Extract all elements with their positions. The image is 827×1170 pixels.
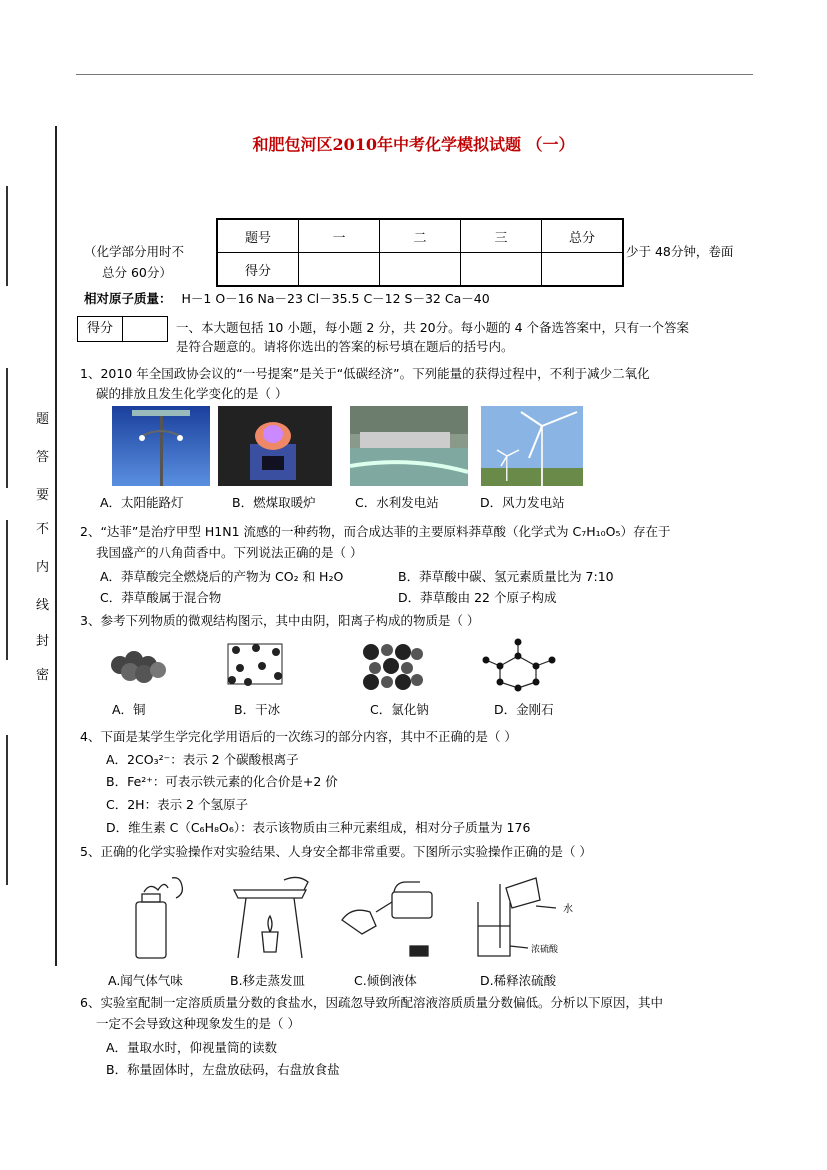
side-label: 不 [36, 522, 50, 537]
table-cell: 一 [299, 219, 380, 253]
option-label: A．铜 [112, 702, 146, 717]
question-text: 5、正确的化学实验操作对实验结果、人身安全都非常重要。下图所示实验操作正确的是（ ） [80, 844, 592, 859]
option-label: A．莽草酸完全燃烧后的产物为 CO₂ 和 H₂O [100, 569, 344, 584]
acid-label: 浓硫酸 [531, 945, 559, 955]
evaporating-dish-image [226, 872, 322, 962]
score-entry[interactable] [380, 253, 461, 287]
side-label: 封 [36, 634, 50, 649]
binding-line [6, 186, 8, 286]
option-label: D．风力发电站 [480, 495, 565, 510]
side-label: 答 [36, 450, 50, 465]
option-label: B.移走蒸发皿 [230, 973, 306, 988]
option-label: A．太阳能路灯 [100, 495, 184, 510]
side-label: 线 [36, 598, 50, 613]
time-note-right: 少于 48分钟，卷面 [626, 244, 734, 259]
score-note: 总分 60分） [102, 265, 172, 280]
wind-farm-image [481, 406, 583, 486]
side-label: 密 [36, 668, 50, 683]
table-cell: 题号 [217, 219, 299, 253]
hydro-station-image [350, 406, 468, 486]
question-text: 2、“达菲”是治疗甲型 H1N1 流感的一种药物，而合成达菲的主要原料莽草酸（化学式为 C₇H₁₀O₅）存在于 [80, 524, 671, 539]
page-title: 和肥包河区2010年中考化学模拟试题 （一） [252, 135, 575, 154]
score-entry[interactable] [123, 317, 167, 341]
diamond-structure-image [478, 636, 560, 692]
question-text: 6、实验室配制一定溶质质量分数的食盐水，因疏忽导致所配溶液溶质质量分数偏低。分析以下原因，其中 [80, 995, 663, 1010]
score-entry[interactable] [299, 253, 380, 287]
table-cell: 三 [461, 219, 542, 253]
table-cell: 得分 [217, 253, 299, 287]
copper-structure-image [100, 640, 180, 690]
option-label: C．2H：表示 2 个氢原子 [106, 797, 248, 812]
option-label: A.闻气体气味 [108, 973, 183, 988]
option-label: B．Fe²⁺：可表示铁元素的化合价是+2 价 [106, 774, 338, 789]
option-label: C.倾倒液体 [354, 973, 417, 988]
section-intro: 是符合题意的。请将你选出的答案的标号填在题后的括号内。 [176, 339, 514, 354]
margin-line [55, 126, 57, 966]
dry-ice-structure-image [218, 636, 296, 692]
option-label: C．氯化钠 [370, 702, 429, 717]
atomic-mass-label: 相对原子质量： [84, 291, 172, 306]
section-score-box [77, 316, 168, 342]
table-cell: 总分 [542, 219, 624, 253]
option-label: C．水利发电站 [355, 495, 439, 510]
section-intro: 一、本大题包括 10 小题，每小题 2 分，共 20分。每小题的 4 个备选答案中，只有一个答案 [176, 320, 690, 335]
question-text: 我国盛产的八角茴香中。下列说法正确的是（ ） [96, 545, 363, 560]
option-label: D．莽草酸由 22 个原子构成 [398, 590, 557, 605]
option-label: D．金刚石 [494, 702, 554, 717]
option-label: B．称量固体时，左盘放砝码，右盘放食盐 [106, 1062, 340, 1077]
side-label: 题 [36, 412, 50, 427]
side-label: 内 [36, 560, 50, 575]
table-cell: 二 [380, 219, 461, 253]
solar-lamp-image [112, 406, 210, 486]
binding-line [6, 735, 8, 885]
atomic-mass [84, 289, 490, 307]
option-label: B．莽草酸中碳、氢元素质量比为 7:10 [398, 569, 614, 584]
coal-stove-image [218, 406, 332, 486]
option-label: D.稀释浓硫酸 [480, 973, 557, 988]
option-label: C．莽草酸属于混合物 [100, 590, 222, 605]
smell-gas-image [128, 872, 192, 962]
side-label: 要 [36, 488, 50, 503]
question-text: 一定不会导致这种现象发生的是（ ） [96, 1016, 300, 1031]
score-entry[interactable] [461, 253, 542, 287]
atomic-mass-values: H－1 O－16 Na－23 Cl－35.5 C－12 S－32 Ca－40 [181, 291, 490, 306]
option-label: B．燃煤取暖炉 [232, 495, 316, 510]
score-entry[interactable] [542, 253, 624, 287]
water-label: 水 [563, 904, 573, 915]
option-label: A．量取水时，仰视量筒的读数 [106, 1040, 278, 1055]
binding-line [6, 520, 8, 660]
option-label: D．维生素 C（C₆H₈O₆）：表示该物质由三种元素组成，相对分子质量为 176 [106, 820, 531, 835]
question-text: 3、参考下列物质的微观结构图示，其中由阴，阳离子构成的物质是（ ） [80, 613, 480, 628]
sodium-chloride-structure-image [357, 636, 429, 692]
binding-line [6, 368, 8, 488]
option-label: B．干冰 [234, 702, 281, 717]
dilute-acid-image [470, 872, 580, 962]
top-divider [76, 74, 753, 75]
question-text: 4、下面是某学生学完化学用语后的一次练习的部分内容，其中不正确的是（ ） [80, 729, 517, 744]
option-label: A．2CO₃²⁻：表示 2 个碳酸根离子 [106, 752, 299, 767]
score-label: 得分 [78, 317, 123, 341]
pour-liquid-image [336, 872, 438, 962]
question-text: 碳的排放且发生化学变化的是（ ） [96, 386, 288, 401]
question-text: 1、2010 年全国政协会议的“一号提案”是关于“低碳经济”。下列能量的获得过程中，不利于减少二氧化 [80, 366, 650, 381]
score-table [216, 218, 624, 287]
time-note: （化学部分用时不 [84, 244, 185, 259]
